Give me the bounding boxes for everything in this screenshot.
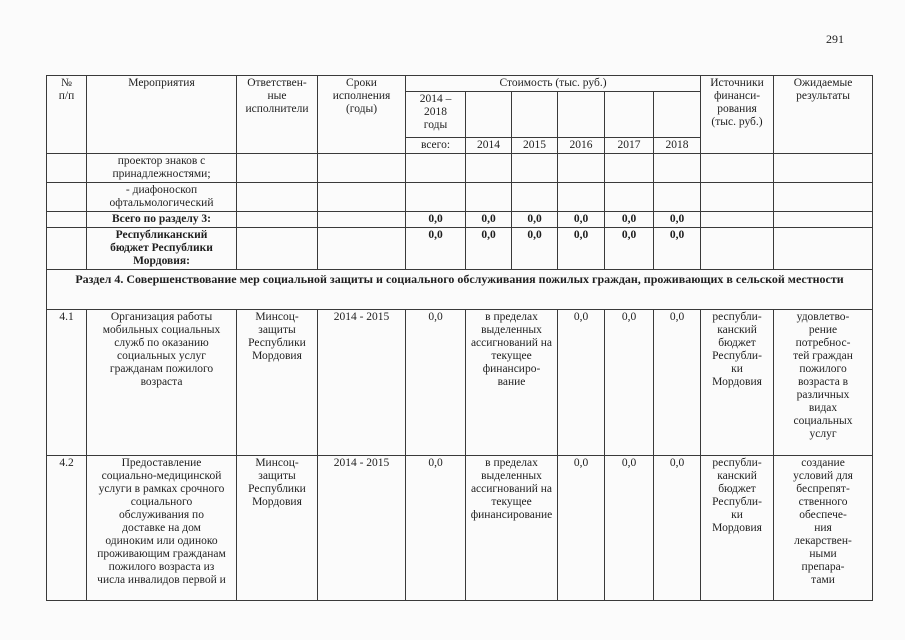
header-responsible: Ответствен- ные исполнители	[237, 76, 318, 154]
total-label: Всего по разделу 3:	[87, 212, 237, 228]
cell	[47, 154, 87, 183]
cell	[318, 212, 406, 228]
header-year: 2015	[512, 138, 558, 154]
header-cost-total: всего:	[406, 138, 466, 154]
page-number: 291	[826, 32, 844, 46]
cell	[318, 183, 406, 212]
cell	[558, 154, 605, 183]
header-year: 2016	[558, 138, 605, 154]
item-financing: в пределах выделенных ассигнований на текущее финансиро- вание	[466, 310, 558, 456]
total-value: 0,0	[406, 212, 466, 228]
cell	[406, 154, 466, 183]
cell	[558, 183, 605, 212]
item-source: республи- канский бюджет Республи- ки Мордовия	[701, 456, 774, 601]
cell	[774, 228, 873, 270]
cell	[701, 228, 774, 270]
cell	[47, 228, 87, 270]
cell	[47, 183, 87, 212]
header-blank	[558, 92, 605, 138]
section4-title: Раздел 4. Совершенствование мер социальной защиты и социального обслуживания пожилых граждан, проживающих в сельской местности	[47, 270, 873, 310]
cell	[47, 212, 87, 228]
budget-value: 0,0	[406, 228, 466, 270]
table-row	[47, 154, 873, 183]
cell	[318, 154, 406, 183]
header-cost: Стоимость (тыс. руб.)	[406, 76, 701, 92]
header-blank	[466, 92, 512, 138]
total-value: 0,0	[605, 212, 654, 228]
item-2018: 0,0	[654, 310, 701, 456]
item-2017: 0,0	[605, 310, 654, 456]
cell	[237, 212, 318, 228]
item-measure: Предоставление социально-медицинской услуги в рамках срочного социального обслуживания по доставке на дом одиноким или одиноко проживающим гражданам пожилого возраста из числа инвалидов первой и	[87, 456, 237, 601]
item-responsible: Минсоц- защиты Республики Мордовия	[237, 456, 318, 601]
cell	[406, 183, 466, 212]
budget-value: 0,0	[605, 228, 654, 270]
cell	[605, 154, 654, 183]
item-total: 0,0	[406, 310, 466, 456]
cell	[466, 154, 512, 183]
cell	[512, 154, 558, 183]
section4-row	[47, 270, 873, 310]
item-2018: 0,0	[654, 456, 701, 601]
total-value: 0,0	[466, 212, 512, 228]
table-row-4-2	[47, 456, 873, 601]
item-num: 4.2	[47, 456, 87, 601]
header-blank	[654, 92, 701, 138]
budget-value: 0,0	[558, 228, 605, 270]
cell	[701, 154, 774, 183]
header-measures: Мероприятия	[87, 76, 237, 154]
cell	[512, 183, 558, 212]
header-num: № п/п	[47, 76, 87, 154]
budget-row	[47, 228, 873, 270]
header-blank	[605, 92, 654, 138]
cell	[318, 228, 406, 270]
cell	[774, 212, 873, 228]
total-row-section3	[47, 212, 873, 228]
header-row	[47, 76, 873, 92]
budget-label: Республиканский бюджет Республики Мордовия:	[87, 228, 237, 270]
header-results: Ожидаемые результаты	[774, 76, 873, 154]
header-cost-period: 2014 – 2018 годы	[406, 92, 466, 138]
header-terms: Сроки исполнения (годы)	[318, 76, 406, 154]
cell	[237, 183, 318, 212]
header-year: 2017	[605, 138, 654, 154]
total-value: 0,0	[512, 212, 558, 228]
cell	[774, 183, 873, 212]
cell	[701, 183, 774, 212]
cell	[701, 212, 774, 228]
cell-measure: проектор знаков с принадлежностями;	[87, 154, 237, 183]
header-sources: Источники финанси- рования (тыс. руб.)	[701, 76, 774, 154]
header-year: 2014	[466, 138, 512, 154]
cell	[466, 183, 512, 212]
item-result: удовлетво- рение потребнос- тей граждан пожилого возраста в различных видах социальных услуг	[774, 310, 873, 456]
cell	[237, 228, 318, 270]
program-table	[46, 75, 873, 601]
item-result: создание условий для беспрепят- ственного обеспече- ния лекарствен- ными препара- тами	[774, 456, 873, 601]
header-year: 2018	[654, 138, 701, 154]
item-source: республи- канский бюджет Республи- ки Мордовия	[701, 310, 774, 456]
total-value: 0,0	[654, 212, 701, 228]
cell	[237, 154, 318, 183]
item-terms: 2014 - 2015	[318, 456, 406, 601]
cell	[654, 183, 701, 212]
item-2017: 0,0	[605, 456, 654, 601]
item-num: 4.1	[47, 310, 87, 456]
cell	[774, 154, 873, 183]
item-2016: 0,0	[558, 456, 605, 601]
item-2016: 0,0	[558, 310, 605, 456]
budget-value: 0,0	[512, 228, 558, 270]
cell-measure: - диафоноскоп офтальмологический	[87, 183, 237, 212]
total-value: 0,0	[558, 212, 605, 228]
budget-value: 0,0	[466, 228, 512, 270]
item-total: 0,0	[406, 456, 466, 601]
item-responsible: Минсоц- защиты Республики Мордовия	[237, 310, 318, 456]
table-row	[47, 183, 873, 212]
item-terms: 2014 - 2015	[318, 310, 406, 456]
cell	[654, 154, 701, 183]
table-row-4-1	[47, 310, 873, 456]
header-blank	[512, 92, 558, 138]
item-financing: в пределах выделенных ассигнований на текущее финансирование	[466, 456, 558, 601]
item-measure: Организация работы мобильных социальных служб по оказанию социальных услуг гражданам пожилого возраста	[87, 310, 237, 456]
budget-value: 0,0	[654, 228, 701, 270]
cell	[605, 183, 654, 212]
